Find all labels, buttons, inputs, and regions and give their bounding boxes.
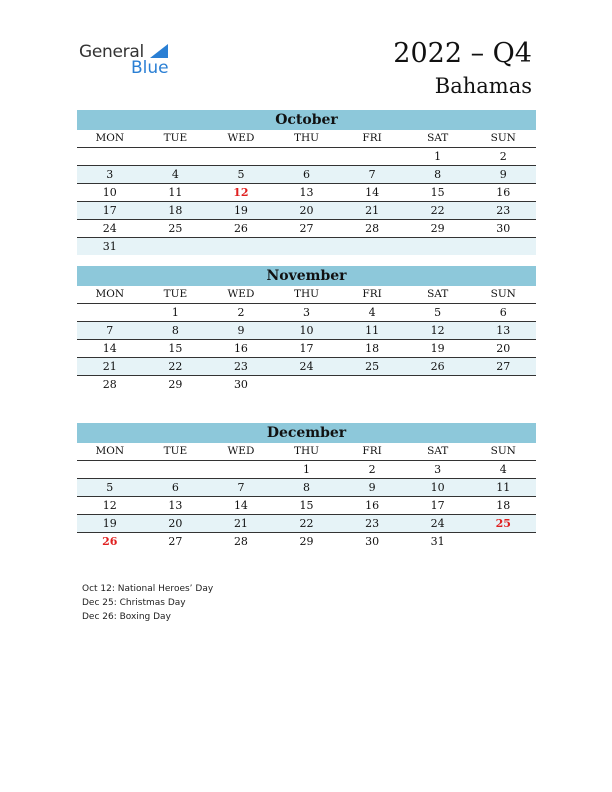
holiday-notes: [82, 582, 213, 624]
day-cell: 5: [237, 168, 245, 181]
day-cell: 17: [102, 204, 117, 217]
day-cell: 3: [106, 168, 114, 181]
day-cell: 8: [434, 168, 442, 181]
day-cell: 2: [368, 463, 376, 476]
day-cell: 7: [368, 168, 376, 181]
logo-text-general: General: [79, 42, 144, 62]
day-cell: 14: [365, 186, 380, 199]
weekday-label: MON: [95, 132, 125, 144]
day-cell: 30: [496, 222, 511, 235]
weekday-label: TUE: [163, 132, 188, 144]
day-cell: 20: [496, 342, 511, 355]
day-cell: 8: [303, 481, 311, 494]
day-cell: 4: [499, 463, 507, 476]
day-cell: 25: [168, 222, 183, 235]
weekday-header-row: [77, 130, 536, 148]
day-cell: 20: [299, 204, 314, 217]
day-cell: 3: [303, 306, 311, 319]
weekday-label: SAT: [427, 132, 449, 144]
day-cell: 17: [430, 499, 445, 512]
week-row: [77, 238, 536, 255]
day-cell: 1: [171, 306, 179, 319]
day-cell: 21: [102, 360, 117, 373]
day-cell: 7: [106, 324, 114, 337]
day-cell: 10: [299, 324, 314, 337]
day-cell: 28: [102, 378, 117, 391]
day-cell: 5: [106, 481, 114, 494]
day-cell: 14: [233, 499, 248, 512]
month-header: November: [77, 266, 536, 286]
weekday-label: SUN: [490, 132, 516, 144]
day-cell: [208, 461, 274, 478]
weekday-label: THU: [294, 288, 320, 300]
week-row: [77, 202, 536, 220]
day-cell: 22: [430, 204, 445, 217]
country-name: Bahamas: [434, 74, 532, 98]
day-cell: 24: [102, 222, 117, 235]
day-cell: 11: [496, 481, 511, 494]
holiday-day-cell: 12: [233, 186, 249, 199]
day-cell: [339, 376, 405, 393]
day-cell: 31: [102, 240, 117, 253]
day-cell: 17: [299, 342, 314, 355]
holiday-note: Dec 26: Boxing Day: [82, 612, 171, 622]
weekday-label: THU: [294, 132, 320, 144]
day-cell: 6: [171, 481, 179, 494]
day-cell: 1: [303, 463, 311, 476]
day-cell: 2: [499, 150, 507, 163]
day-cell: 13: [496, 324, 511, 337]
weekday-label: MON: [95, 288, 125, 300]
weekday-label: FRI: [362, 445, 382, 457]
week-row: [77, 533, 536, 550]
day-cell: 23: [496, 204, 511, 217]
day-cell: 30: [233, 378, 248, 391]
day-cell: 6: [499, 306, 507, 319]
week-row: [77, 166, 536, 184]
day-cell: 8: [171, 324, 179, 337]
day-cell: [274, 148, 340, 165]
day-cell: [143, 148, 209, 165]
day-cell: [77, 148, 143, 165]
day-cell: 21: [233, 517, 248, 530]
day-cell: 9: [237, 324, 245, 337]
day-cell: 23: [365, 517, 380, 530]
day-cell: 29: [299, 535, 314, 548]
weekday-label: WED: [227, 288, 255, 300]
day-cell: 31: [430, 535, 445, 548]
day-cell: 16: [365, 499, 380, 512]
week-row: [77, 322, 536, 340]
day-cell: 21: [365, 204, 380, 217]
day-cell: 22: [168, 360, 183, 373]
weekday-label: FRI: [362, 288, 382, 300]
logo-text-blue: Blue: [131, 58, 169, 78]
day-cell: [208, 148, 274, 165]
day-cell: 11: [168, 186, 183, 199]
day-cell: 5: [434, 306, 442, 319]
weekday-label: TUE: [163, 288, 188, 300]
week-row: [77, 220, 536, 238]
day-cell: 16: [233, 342, 248, 355]
day-cell: [77, 304, 143, 321]
day-cell: [470, 376, 536, 393]
day-cell: 24: [299, 360, 314, 373]
weekday-label: FRI: [362, 132, 382, 144]
day-cell: 19: [430, 342, 445, 355]
day-cell: 15: [430, 186, 445, 199]
day-cell: 10: [430, 481, 445, 494]
day-cell: 7: [237, 481, 245, 494]
day-cell: 12: [430, 324, 445, 337]
day-cell: 9: [368, 481, 376, 494]
day-cell: 25: [365, 360, 380, 373]
day-cell: [405, 376, 471, 393]
day-cell: 2: [237, 306, 245, 319]
week-row: [77, 358, 536, 376]
day-cell: 26: [430, 360, 445, 373]
day-cell: 16: [496, 186, 511, 199]
weekday-header-row: [77, 286, 536, 304]
week-row: [77, 479, 536, 497]
day-cell: [208, 238, 274, 255]
day-cell: 27: [299, 222, 314, 235]
week-row: [77, 304, 536, 322]
day-cell: 30: [365, 535, 380, 548]
day-cell: 18: [168, 204, 183, 217]
holiday-day-cell: 26: [102, 535, 118, 548]
weekday-label: SUN: [490, 288, 516, 300]
weekday-label: WED: [227, 445, 255, 457]
day-cell: 13: [299, 186, 314, 199]
logo-flag-icon: [150, 44, 168, 58]
day-cell: 18: [365, 342, 380, 355]
day-cell: 28: [365, 222, 380, 235]
day-cell: 9: [499, 168, 507, 181]
holiday-day-cell: 25: [495, 517, 511, 530]
day-cell: 27: [168, 535, 183, 548]
day-cell: [143, 238, 209, 255]
day-cell: 11: [365, 324, 380, 337]
day-cell: 29: [430, 222, 445, 235]
holiday-note: Oct 12: National Heroes’ Day: [82, 584, 214, 594]
weekday-label: WED: [227, 132, 255, 144]
holiday-note: Dec 25: Christmas Day: [82, 598, 186, 608]
page-title: 2022 – Q4: [393, 38, 532, 69]
day-cell: 13: [168, 499, 183, 512]
month-october: [77, 110, 536, 255]
day-cell: 23: [233, 360, 248, 373]
day-cell: 20: [168, 517, 183, 530]
day-cell: 28: [233, 535, 248, 548]
day-cell: [470, 533, 536, 550]
week-row: [77, 515, 536, 533]
day-cell: 26: [233, 222, 248, 235]
day-cell: [274, 376, 340, 393]
weekday-label: MON: [95, 445, 125, 457]
week-row: [77, 461, 536, 479]
month-november: [77, 266, 536, 393]
day-cell: 19: [102, 517, 117, 530]
week-row: [77, 148, 536, 166]
day-cell: 12: [102, 499, 117, 512]
day-cell: 22: [299, 517, 314, 530]
week-row: [77, 340, 536, 358]
day-cell: 4: [368, 306, 376, 319]
day-cell: 4: [171, 168, 179, 181]
weekday-label: SUN: [490, 445, 516, 457]
day-cell: [339, 148, 405, 165]
weekday-header-row: [77, 443, 536, 461]
day-cell: 10: [102, 186, 117, 199]
day-cell: 3: [434, 463, 442, 476]
month-december: [77, 423, 536, 550]
day-cell: [143, 461, 209, 478]
day-cell: [274, 238, 340, 255]
day-cell: 18: [496, 499, 511, 512]
weekday-label: SAT: [427, 288, 449, 300]
day-cell: [77, 461, 143, 478]
week-row: [77, 497, 536, 515]
month-header: December: [77, 423, 536, 443]
month-header: October: [77, 110, 536, 130]
day-cell: 1: [434, 150, 442, 163]
day-cell: 24: [430, 517, 445, 530]
day-cell: [405, 238, 471, 255]
day-cell: [339, 238, 405, 255]
weekday-label: SAT: [427, 445, 449, 457]
day-cell: 29: [168, 378, 183, 391]
day-cell: 15: [299, 499, 314, 512]
week-row: [77, 184, 536, 202]
day-cell: 15: [168, 342, 183, 355]
weekday-label: TUE: [163, 445, 188, 457]
weekday-label: THU: [294, 445, 320, 457]
day-cell: 19: [233, 204, 248, 217]
day-cell: 6: [303, 168, 311, 181]
week-row: [77, 376, 536, 393]
day-cell: [470, 238, 536, 255]
day-cell: 27: [496, 360, 511, 373]
day-cell: 14: [102, 342, 117, 355]
